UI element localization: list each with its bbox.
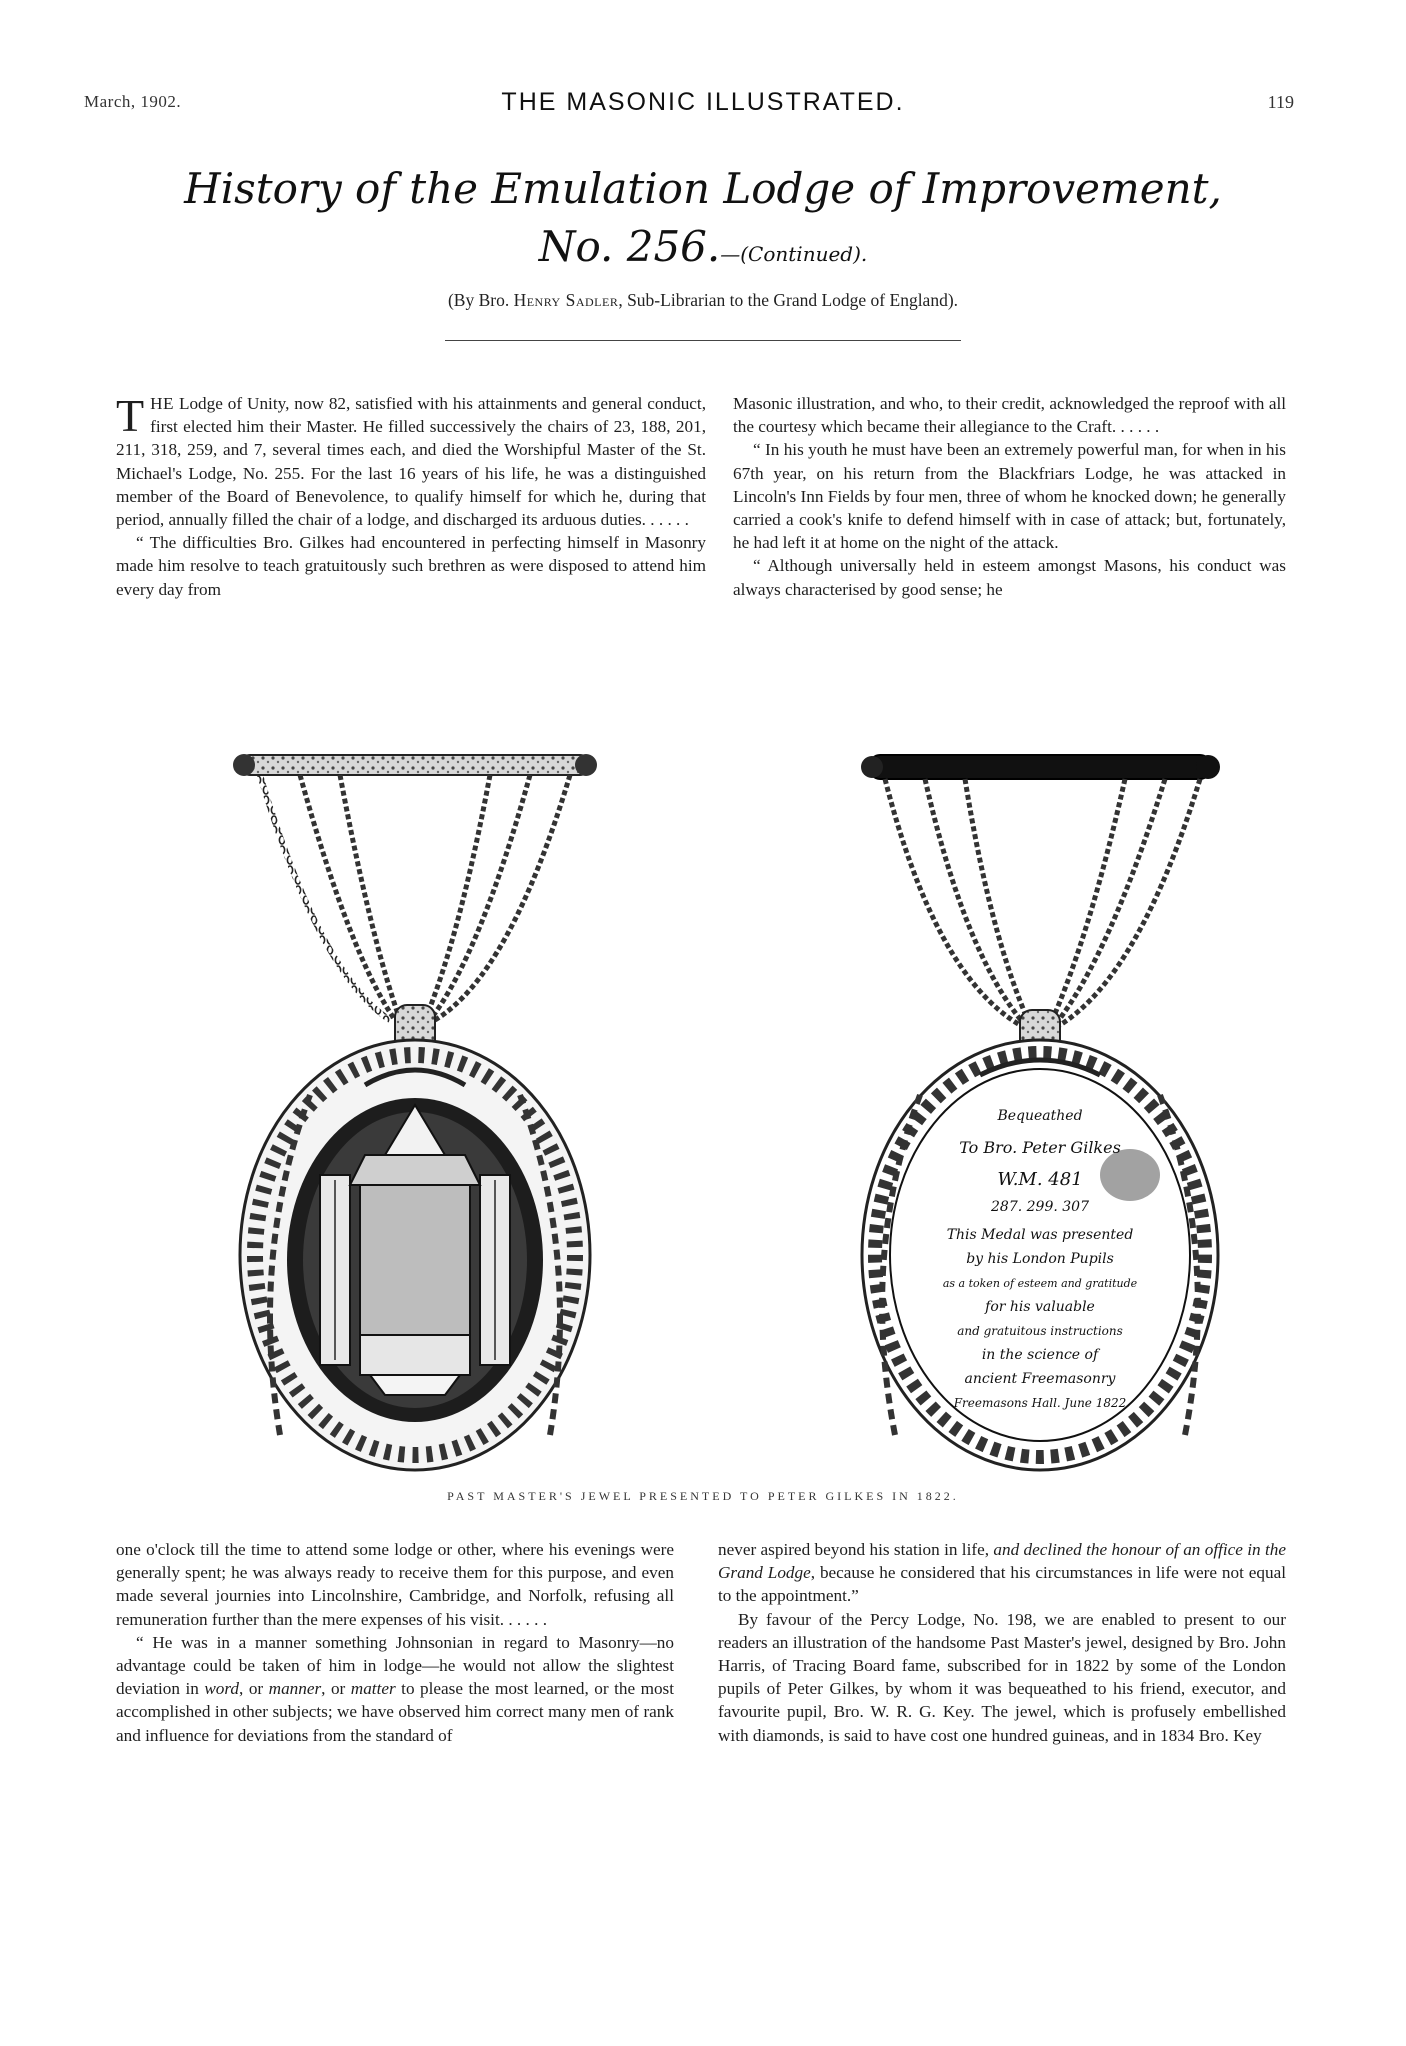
inscription-line: as a token of esteem and gratitude [942,1277,1138,1290]
drop-cap: T [116,390,145,441]
italic-phrase: and declined the honour of an office in the Grand Lodge [718,1540,1286,1583]
inscription-line: and gratuitous instructions [957,1324,1123,1338]
italic-word: matter [350,1679,396,1699]
paragraph-text: “ He was in a manner something Johnsonian in regard to Masonry—no advantage could be taken of him in lodge—he would not allow the slightest deviation in [116,1632,674,1699]
column-top-left [116,392,706,601]
italic-word: word [204,1679,240,1699]
jewel-front [233,754,597,1470]
article-title-line1: History of the Emulation Lodge of Improvement, [184,164,1222,213]
inscription-line: for his valuable [985,1299,1095,1315]
inscription-line: Freemasons Hall. June 1822 [953,1396,1127,1410]
paragraph-text: never aspired beyond his station in life, [718,1540,994,1559]
title-divider [445,340,961,341]
column-bottom-left [116,1538,674,1747]
figure-caption: PAST MASTER'S JEWEL PRESENTED TO PETER GILKES IN 1822. [447,1489,959,1503]
jewel-back [861,755,1220,1470]
paragraph-text: to please the most learned, or the most accomplished in other subjects; we have observed him correct many men of rank and influence for deviations from the standard of [116,1679,675,1745]
inscription-line: W.M. 481 [997,1169,1083,1190]
paragraph-text: , because he considered that his circumstances in life were not equal to the appointment.” [718,1563,1286,1606]
issue-date: March, 1902. [84,92,182,111]
inscription-line: 287. 299. 307 [991,1199,1089,1215]
running-head [0,88,1406,128]
inscription-line: ancient Freemasonry [964,1371,1116,1387]
byline-prefix: (By Bro. [447,290,510,310]
paragraph: “ Although universally held in esteem amongst Masons, his conduct was always characterised by good sense; he [733,556,1286,599]
column-bottom-right [718,1538,1286,1747]
inscription-line: This Medal was presented [946,1227,1134,1243]
paragraph-text: , or [321,1679,351,1699]
article-number: No. 256. [538,222,721,271]
byline-suffix: , Sub-Librarian to the Grand Lodge of England). [618,290,959,310]
inscription-line: by his London Pupils [966,1251,1114,1267]
paragraph: By favour of the Percy Lodge, No. 198, we are enabled to present to our readers an illustration of the handsome Past Master's jewel, designed by Bro. John Harris, of Tracing Board fame, subscribed for in 1822 by some of the London pupils of Peter Gilkes, by whom it was bequeathed to his friend, executor, and favourite pupil, Bro. W. R. G. Key. The jewel, which is profusely embellished with diamonds, is said to have cost one hundred guineas, and in 1834 Bro. Key [718,1609,1286,1745]
paragraph: “ In his youth he must have been an extremely powerful man, for when in his 67th year, on his return from the Blackfriars Lodge, he was attacked in Lincoln's Inn Fields by four men, three of whom he knocked down; he generally carried a cook's knife to defend himself with in case of attack; but, fortunately, he had left it at home on the night of the attack. [733,440,1286,553]
drop-cap-rest: HE [150,394,175,413]
magazine-title: THE MASONIC ILLUSTRATED. [501,88,905,116]
inscription-line: Bequeathed [997,1108,1083,1124]
paragraph: Masonic illustration, and who, to their credit, acknowledged the reproof with all the courtesy which became their allegiance to the Craft. . . . . . [733,394,1286,437]
inscription-line: To Bro. Peter Gilkes [959,1138,1121,1157]
paragraph: “ The difficulties Bro. Gilkes had encountered in perfecting himself in Masonry made him resolve to teach gratuitously such brethren as were disposed to attend him every day from [116,533,706,599]
paragraph: one o'clock till the time to attend some lodge or other, where his evenings were generally spent; he was always ready to receive them for this purpose, and even made several journies into Lincolnshire, Cambridge, and Norfolk, refusing all remuneration further than the mere expenses of his visit. . . . . . [116,1540,674,1629]
paragraph [718,1538,1286,1608]
page-number: 119 [1267,92,1294,112]
byline [0,290,1406,311]
inscription-line: in the science of [981,1347,1099,1363]
byline-author: Henry Sadler [513,290,619,310]
italic-word: manner [268,1679,322,1699]
paragraph-text: , or [239,1679,269,1699]
continued-marker: —(Continued). [720,242,868,266]
article-title [0,160,1406,283]
paragraph [116,392,706,531]
jewel-illustration [190,735,1290,1475]
paragraph-text: Lodge of Unity, now 82, satisfied with his attainments and general conduct, first elected him their Master. He filled successively the chairs of 23, 188, 201, 211, 318, 259, and 7, several times each, and died the Worshipful Master of the St. Michael's Lodge, No. 255. For the last 16 years of his life, he was a distinguished member of the Board of Benevolence, to qualify himself for which he, during that period, annually filled the chair of a lodge, and discharged its arduous duties. . . . . . [116,394,706,530]
column-top-right [733,392,1286,601]
article-title-line2 [0,218,1406,283]
paragraph [116,1631,674,1747]
